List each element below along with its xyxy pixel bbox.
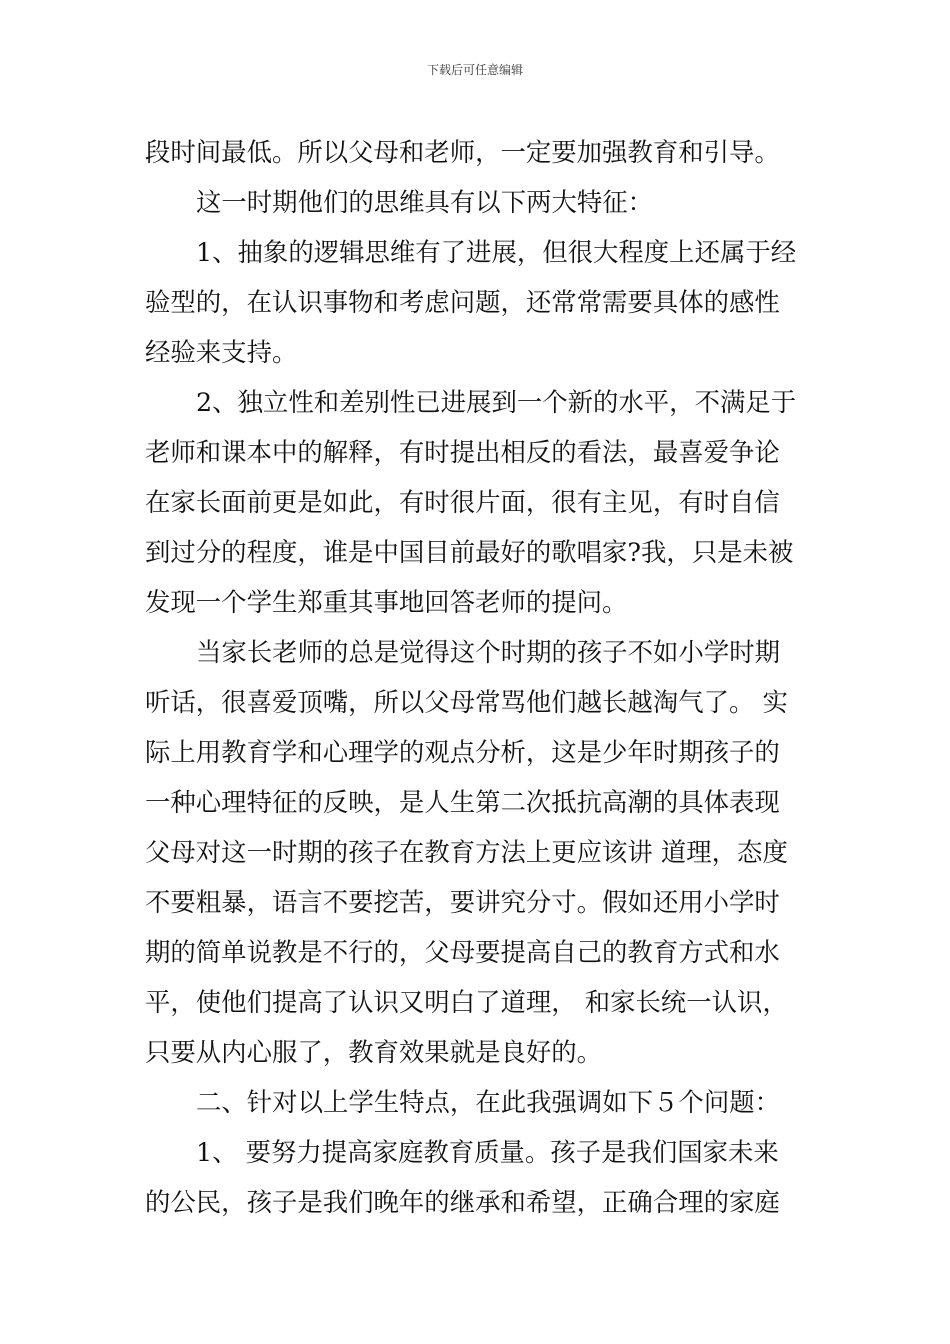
text-line-15: 父母对这一时期的孩子在教育方法上更应该讲 道理，态度 — [145, 837, 788, 867]
text-line-22: 的公民，孩子是我们晚年的继承和希望，正确合理的家庭 — [145, 1187, 780, 1217]
text-line-3: 1、抽象的逻辑思维有了进展，但很大程度上还属于经 — [196, 237, 797, 267]
text-line-7: 老师和课本中的解释，有时提出相反的看法，最喜爱争论 — [145, 437, 780, 467]
text-line-8: 在家长面前更是如此，有时很片面，很有主见，有时自信 — [145, 487, 780, 517]
text-line-20: 二、针对以上学生特点，在此我强调如下５个问题： — [196, 1087, 780, 1117]
text-line-9: 到过分的程度，谁是中国目前最好的歌唱家?我，只是未被 — [145, 537, 794, 567]
document-body — [145, 127, 810, 1227]
text-line-18: 平，使他们提高了认识又明白了道理， 和家长统一认识， — [145, 987, 788, 1017]
text-line-13: 际上用教育学和心理学的观点分析，这是少年时期孩子的 — [145, 737, 780, 767]
text-line-10: 发现一个学生郑重其事地回答老师的提问。 — [145, 587, 628, 617]
text-line-1: 段时间最低。所以父母和老师，一定要加强教育和引导。 — [145, 137, 780, 167]
text-line-12: 听话，很喜爱顶嘴，所以父母常骂他们越长越淘气了。 实 — [145, 687, 788, 717]
text-line-2: 这一时期他们的思维具有以下两大特征： — [196, 187, 654, 217]
text-line-16: 不要粗暴，语言不要挖苦，要讲究分寸。假如还用小学时 — [145, 887, 780, 917]
text-line-19: 只要从内心服了，教育效果就是良好的。 — [145, 1037, 603, 1067]
text-line-5: 经验来支持。 — [145, 337, 298, 367]
text-line-11: 当家长老师的总是觉得这个时期的孩子不如小学时期 — [196, 637, 780, 667]
text-line-21: 1、 要努力提高家庭教育质量。孩子是我们国家未来 — [196, 1137, 779, 1167]
text-line-17: 期的简单说教是不行的，父母要提高自己的教育方式和水 — [145, 937, 780, 967]
text-line-14: 一种心理特征的反映，是人生第二次抵抗高潮的具体表现 — [145, 787, 780, 817]
text-line-6: 2、独立性和差别性已进展到一个新的水平，不满足于 — [196, 387, 797, 417]
text-line-4: 验型的，在认识事物和考虑问题，还常常需要具体的感性 — [145, 287, 780, 317]
page-header: 下载后可任意编辑 — [426, 63, 523, 77]
